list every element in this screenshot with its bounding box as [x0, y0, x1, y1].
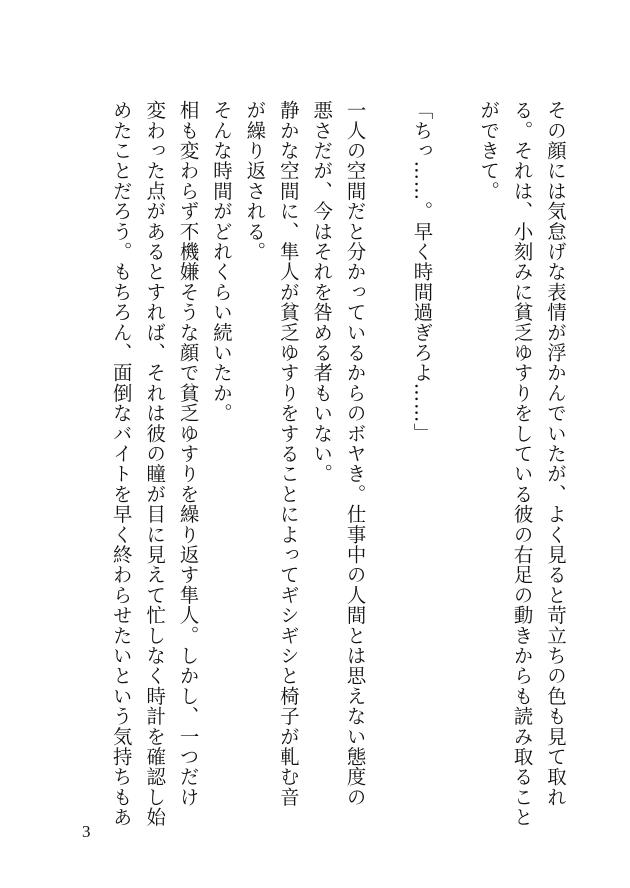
- blank-line: [372, 100, 405, 790]
- text-line-8: 悪さだが、今はそれを咎める者もいない。: [310, 100, 334, 484]
- text-line-13: 変わった点があるとすれば、それは彼の瞳が目に見えて忙しなく時計を確認し始: [143, 100, 167, 828]
- text-line-9: 静かな空間に、隼人が貧乏ゆすりをすることによってギシギシと椅子が軋む音: [276, 100, 300, 807]
- vertical-text-body: [104, 100, 572, 828]
- text-line-11: そんな時間がどれくらい続いたか。: [209, 100, 233, 424]
- text-line-12: 相も変わらず不機嫌そうな顔で貧乏ゆすりを繰り返す隼人。しかし、一つだけ: [176, 100, 200, 807]
- text-line-14: めたことだろう。もちろん、面倒なバイトを早く終わらせたいという気持ちもあ: [109, 100, 133, 828]
- text-line-3: ができて。: [477, 100, 501, 201]
- text-line-7: 一人の空間だと分かっているからのボヤき。仕事中の人間とは思えない態度の: [343, 100, 367, 807]
- text-line-1: その顔には気怠げな表情が浮かんでいたが、よく見ると苛立ちの色も見て取れ: [544, 100, 567, 807]
- page-number: 3: [82, 822, 91, 841]
- text-line-10: が繰り返される。: [243, 100, 267, 262]
- blank-line: [438, 100, 471, 790]
- dialogue-line: 「ちっ……。早く時間過ぎろよ……」: [410, 100, 434, 444]
- text-line-2: る。それは、小刻みに貧乏ゆすりをしている彼の右足の動きからも読み取ること: [510, 100, 534, 828]
